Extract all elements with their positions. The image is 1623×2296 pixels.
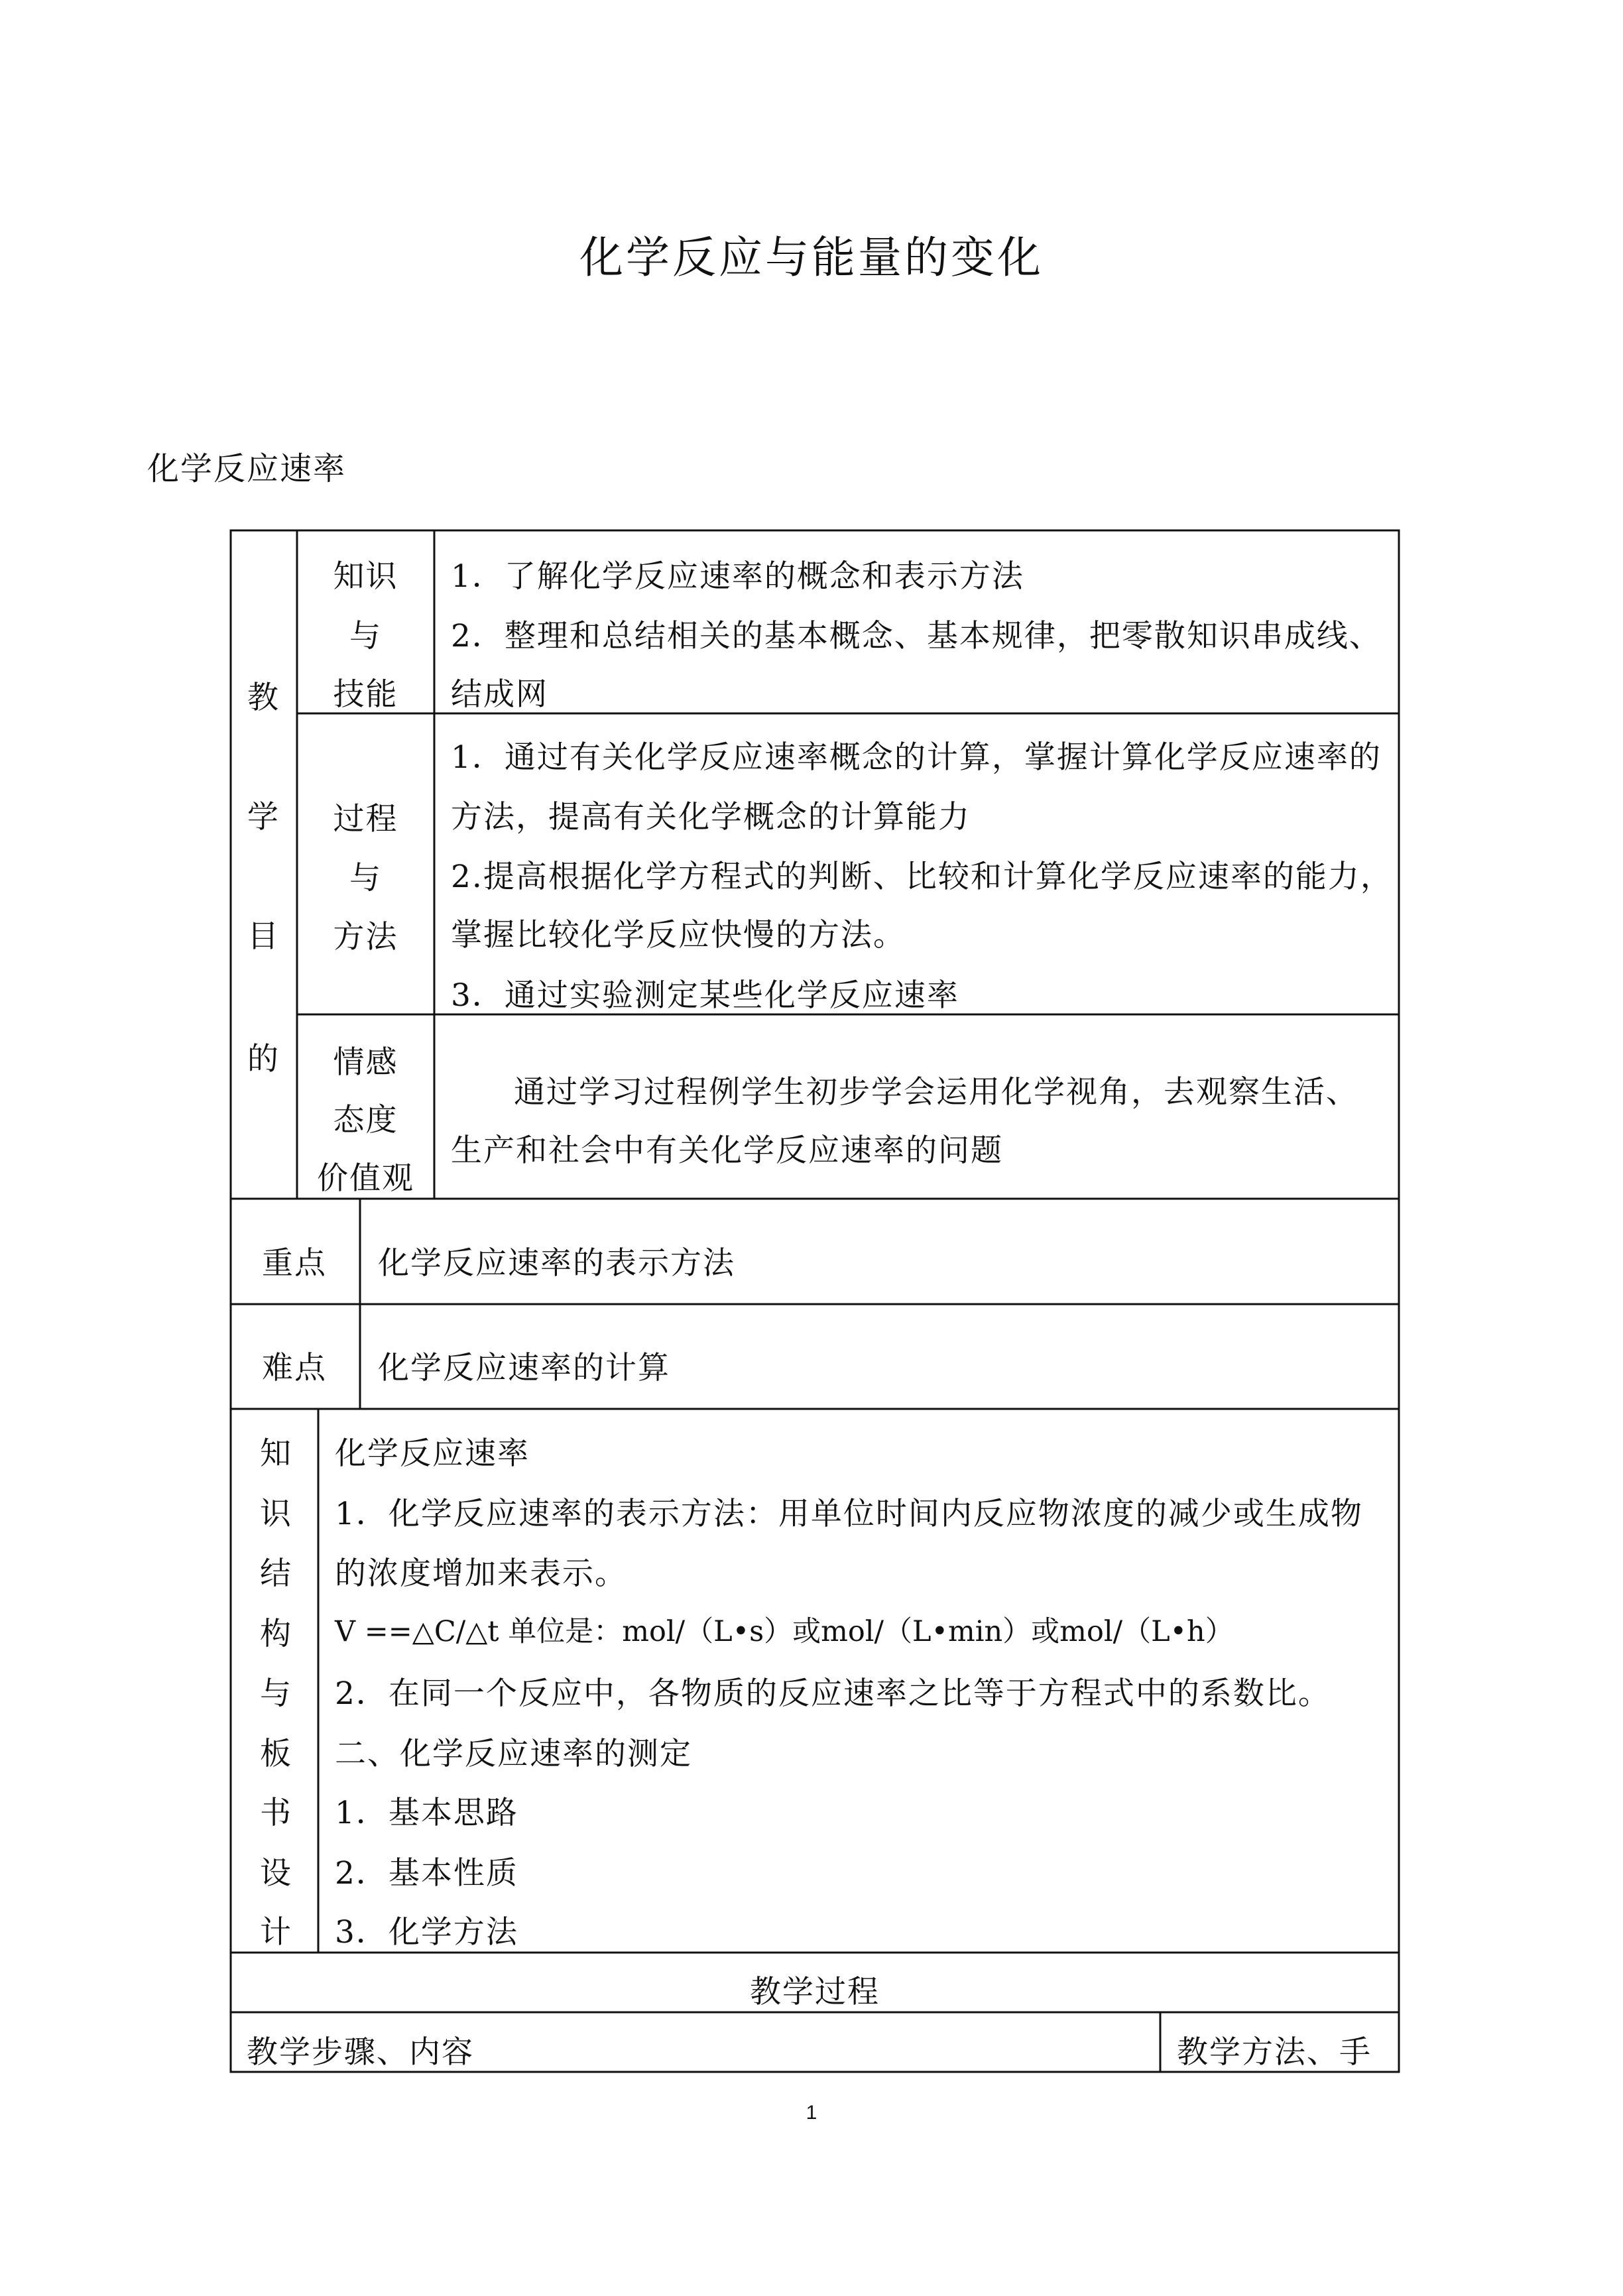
steps-header: 教学步骤、内容 — [247, 2034, 474, 2071]
key-point-text: 化学反应速率的表示方法 — [378, 1245, 735, 1282]
difficulty-text: 化学反应速率的计算 — [378, 1350, 670, 1386]
section-title: 化学反应速率 — [147, 450, 347, 487]
process-header: 教学过程 — [750, 1974, 880, 2010]
methods-header: 教学方法、手 — [1177, 2034, 1372, 2071]
objectives-label-char: 教 — [247, 680, 280, 716]
objectives-label-char: 的 — [247, 1041, 280, 1077]
objectives-label-char: 目 — [247, 918, 280, 955]
difficulty-label: 难点 — [262, 1350, 327, 1386]
key-point-label: 重点 — [262, 1245, 327, 1282]
objectives-label-char: 学 — [247, 799, 280, 835]
page-number: 1 — [806, 2102, 817, 2124]
document-title: 化学反应与能量的变化 — [579, 232, 1044, 283]
